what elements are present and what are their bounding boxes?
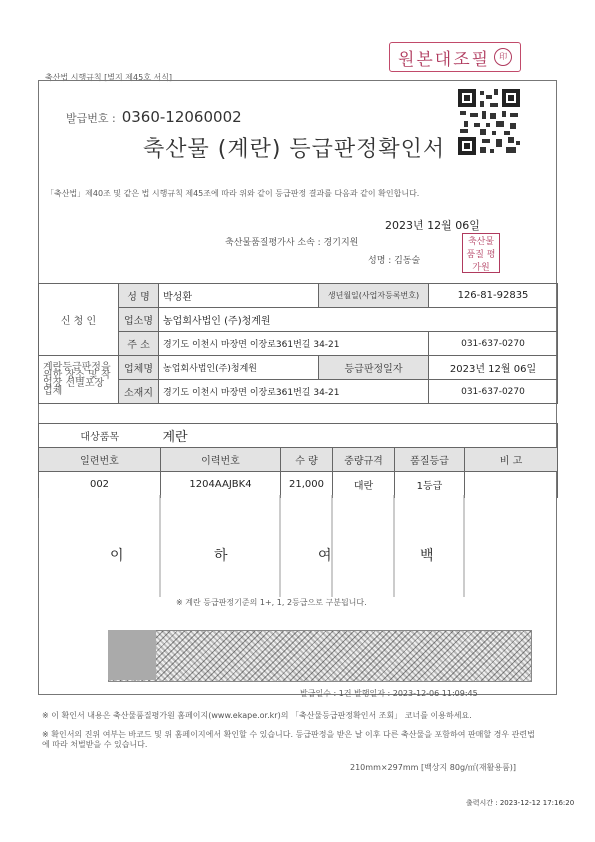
print-info: 발급일수 : 1건 발행일자 : 2023-12-06 11:09:45 — [300, 689, 478, 698]
col-weight: 중량규격 — [333, 448, 395, 472]
grading-place-note: 계란등급판정을 위한 장소 및 작업장 선별포장 업체 — [39, 356, 119, 404]
footer-note-2: ※ 확인서의 진위 여부는 바코드 및 위 홈페이지에서 확인할 수 있습니다. 등급판정을 받은 날 이후 다른 축산물을 포함하여 판매할 경우 관련법에 따라 처벌받을 수 있습니다. — [42, 730, 535, 749]
official-seal: 축산물 품질 평가원 — [462, 233, 500, 273]
evaluator-name: 성명 : 김동술 — [368, 256, 421, 266]
form-number: 축산법 시행규칙 [별지 제45호 서식] — [45, 73, 173, 82]
cell-serial: 002 — [39, 472, 161, 498]
paper-size: 210mm×297mm [백상지 80g/㎡(재활용품)] — [350, 763, 517, 772]
cell-note — [465, 472, 558, 498]
legal-basis-text: 「축산법」제40조 및 같은 법 시행규칙 제45조에 따라 위와 같이 등급판정 결과를 다음과 같이 확인합니다. — [46, 189, 420, 198]
target-label: 대상품목 — [39, 424, 161, 448]
original-verified-stamp: 원본대조필 印 — [389, 42, 521, 72]
col-serial: 일련번호 — [39, 448, 161, 472]
table-row — [39, 472, 558, 498]
address-label: 주 소 — [119, 332, 159, 356]
page-title: 축산물 (계란) 등급판정확인서 — [143, 137, 446, 162]
company-name: 농업회사법인 (주)청계원 — [159, 308, 558, 332]
grading-location: 경기도 이천시 마장면 이장로361번길 34-21 — [159, 380, 429, 404]
place-label: 업체명 — [119, 356, 159, 380]
barcode-block — [108, 630, 156, 680]
col-qty: 수 량 — [281, 448, 333, 472]
reg-number: 126-81-92835 — [429, 284, 558, 308]
name-label: 성 명 — [119, 284, 159, 308]
cell-qty: 21,000 — [281, 472, 333, 498]
grading-tel: 031-637-0270 — [429, 380, 558, 404]
qr-code-icon — [456, 87, 522, 157]
col-note: 비 고 — [465, 448, 558, 472]
items-table — [38, 423, 558, 498]
reg-label: 생년월일(사업자등록번호) — [319, 284, 429, 308]
grading-place: 농업회사법인(주)청계원 — [159, 356, 319, 380]
target-value: 계란 — [161, 424, 558, 448]
watermark-char-4: 백 — [420, 548, 434, 564]
watermark-char-3: 여 — [318, 548, 332, 564]
watermark-char-1: 이 — [110, 548, 124, 564]
applicant-side-label: 신 청 인 — [39, 284, 119, 356]
col-trace: 이력번호 — [161, 448, 281, 472]
output-time: 출력시간 : 2023-12-12 17:16:20 — [466, 799, 575, 807]
seal-icon: 印 — [494, 48, 512, 66]
col-grade: 품질등급 — [395, 448, 465, 472]
applicant-address: 경기도 이천시 마장면 이장로361번길 34-21 — [159, 332, 429, 356]
applicant-table — [38, 283, 558, 404]
grading-date-label: 등급판정일자 — [319, 356, 429, 380]
grade-note: ※ 계란 등급판정기준의 1+, 1, 2등급으로 구분됩니다. — [176, 598, 367, 607]
cell-grade: 1등급 — [395, 472, 465, 498]
applicant-name: 박성환 — [159, 284, 319, 308]
cell-trace: 1204AAJBK4 — [161, 472, 281, 498]
company-label: 업소명 — [119, 308, 159, 332]
cell-weight: 대란 — [333, 472, 395, 498]
applicant-tel: 031-637-0270 — [429, 332, 558, 356]
issue-number: 발급번호 : 0360-12060002 — [66, 108, 242, 126]
location-label: 소재지 — [119, 380, 159, 404]
issue-date: 2023년 12월 06일 — [385, 219, 480, 232]
watermark-char-2: 하 — [214, 548, 228, 564]
barcode-icon — [108, 630, 532, 682]
grading-date: 2023년 12월 06일 — [429, 356, 558, 380]
evaluator-affiliation: 축산물품질평가사 소속 : 경기지원 — [225, 238, 359, 248]
footer-note-1: ※ 이 확인서 내용은 축산물품질평가원 홈페이지(www.ekape.or.kr)의 「축산물등급판정확인서 조회」 코너를 이용하세요. — [42, 711, 472, 720]
